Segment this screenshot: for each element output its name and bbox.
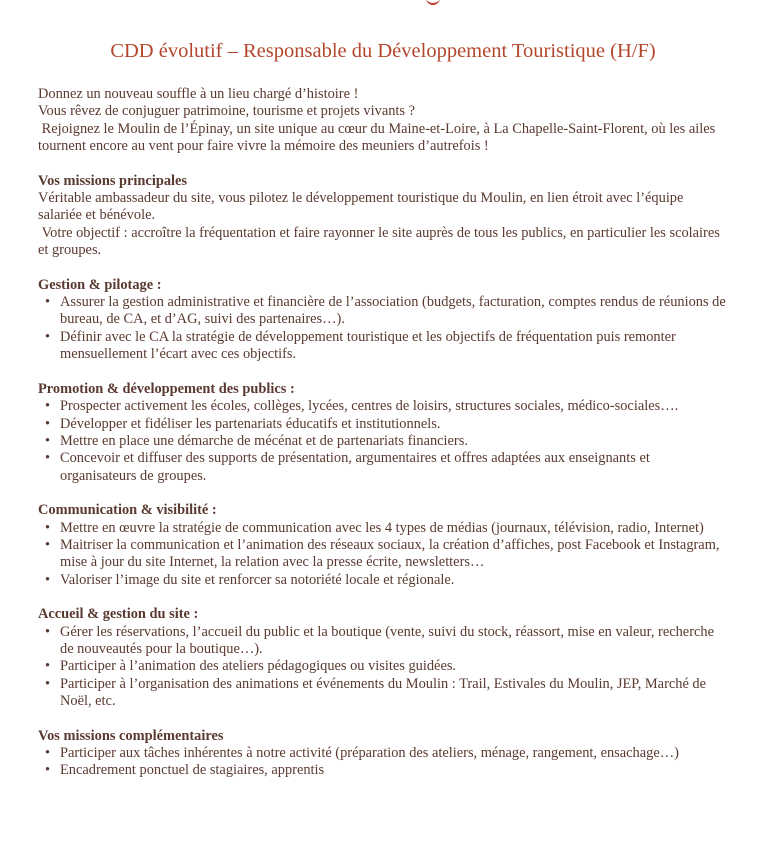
missions-line: Véritable ambassadeur du site, vous pilotez le développement touristique du Moulin, en lien étroit avec l’équipe salariée et bénévole. — [38, 190, 684, 224]
list-item: • Encadrement ponctuel de stagiaires, apprentis — [60, 762, 728, 779]
section-heading: Vos missions complémentaires — [38, 727, 224, 744]
list-item: • Valoriser l’image du site et renforcer sa notoriété locale et régionale. — [60, 572, 728, 589]
list-item: • Participer à l’animation des ateliers pédagogiques ou visites guidées. — [60, 658, 728, 675]
top-decoration — [426, 0, 440, 5]
list-item: • Participer aux tâches inhérentes à notre activité (préparation des ateliers, ménage, rangement, ensachage…) — [60, 745, 728, 762]
bullet-list — [38, 294, 728, 364]
section-gestion — [38, 277, 728, 364]
bullet-list — [38, 745, 728, 780]
intro-line: Rejoignez le Moulin de l’Épinay, un site unique au cœur du Maine-et-Loire, à La Chapelle-Saint-Florent, où les ailes tournent encore au vent pour faire vivre la mémoire des meuniers d’autrefois ! — [38, 120, 719, 155]
list-item: • Concevoir et diffuser des supports de présentation, argumentaires et offres adaptées aux enseignants et organisateurs de groupes. — [60, 450, 728, 485]
list-item: • Maitriser la communication et l’animation des réseaux sociaux, la création d’affiches, post Facebook et Instagram, mise à jour du site Internet, la relation avec la presse écrite, newsletters… — [60, 537, 728, 572]
section-heading: Communication & visibilité : — [38, 502, 217, 519]
list-item: • Assurer la gestion administrative et financière de l’association (budgets, facturation, comptes rendus de réunions de bureau, de CA, et d’AG, suivi des partenaires…). — [60, 294, 728, 329]
intro-line: Donnez un nouveau souffle à un lieu chargé d’histoire ! — [38, 86, 359, 102]
list-item: • Gérer les réservations, l’accueil du public et la boutique (vente, suivi du stock, réassort, mise en valeur, recherche de nouveautés pour la boutique…). — [60, 624, 728, 659]
list-item: • Prospecter activement les écoles, collèges, lycées, centres de loisirs, structures sociales, médico-sociales…. — [60, 398, 728, 415]
section-heading: Gestion & pilotage : — [38, 276, 162, 293]
list-item: • Participer à l’organisation des animations et événements du Moulin : Trail, Estivales du Moulin, JEP, Marché de Noël, etc. — [60, 676, 728, 711]
intro-line: Vous rêvez de conjuguer patrimoine, tourisme et projets vivants ? — [38, 103, 415, 120]
bullet-list — [38, 398, 728, 485]
page-title: CDD évolutif – Responsable du Développement Touristique (H/F) — [110, 40, 656, 62]
section-communication — [38, 502, 728, 589]
section-accueil — [38, 606, 728, 710]
bullet-list — [38, 520, 728, 590]
list-item: • Développer et fidéliser les partenariats éducatifs et institutionnels. — [60, 416, 728, 433]
job-posting — [38, 38, 728, 797]
section-promotion — [38, 381, 728, 485]
missions-line: Votre objectif : accroître la fréquentation et faire rayonner le site auprès de tous les publics, en particulier les scolaires et groupes. — [38, 224, 724, 259]
section-heading: Vos missions principales — [38, 172, 188, 189]
intro-paragraph — [38, 86, 728, 156]
section-complementaires — [38, 728, 728, 780]
list-item: • Définir avec le CA la stratégie de développement touristique et les objectifs de fréquentation puis remonter mensuellement l’écart avec ces objectifs. — [60, 329, 728, 364]
missions-section — [38, 173, 728, 260]
bullet-list — [38, 624, 728, 711]
list-item: • Mettre en place une démarche de mécénat et de partenariats financiers. — [60, 433, 728, 450]
section-heading: Accueil & gestion du site : — [38, 606, 199, 623]
list-item: • Mettre en œuvre la stratégie de communication avec les 4 types de médias (journaux, télévision, radio, Internet) — [60, 520, 728, 537]
section-heading: Promotion & développement des publics : — [38, 380, 295, 397]
